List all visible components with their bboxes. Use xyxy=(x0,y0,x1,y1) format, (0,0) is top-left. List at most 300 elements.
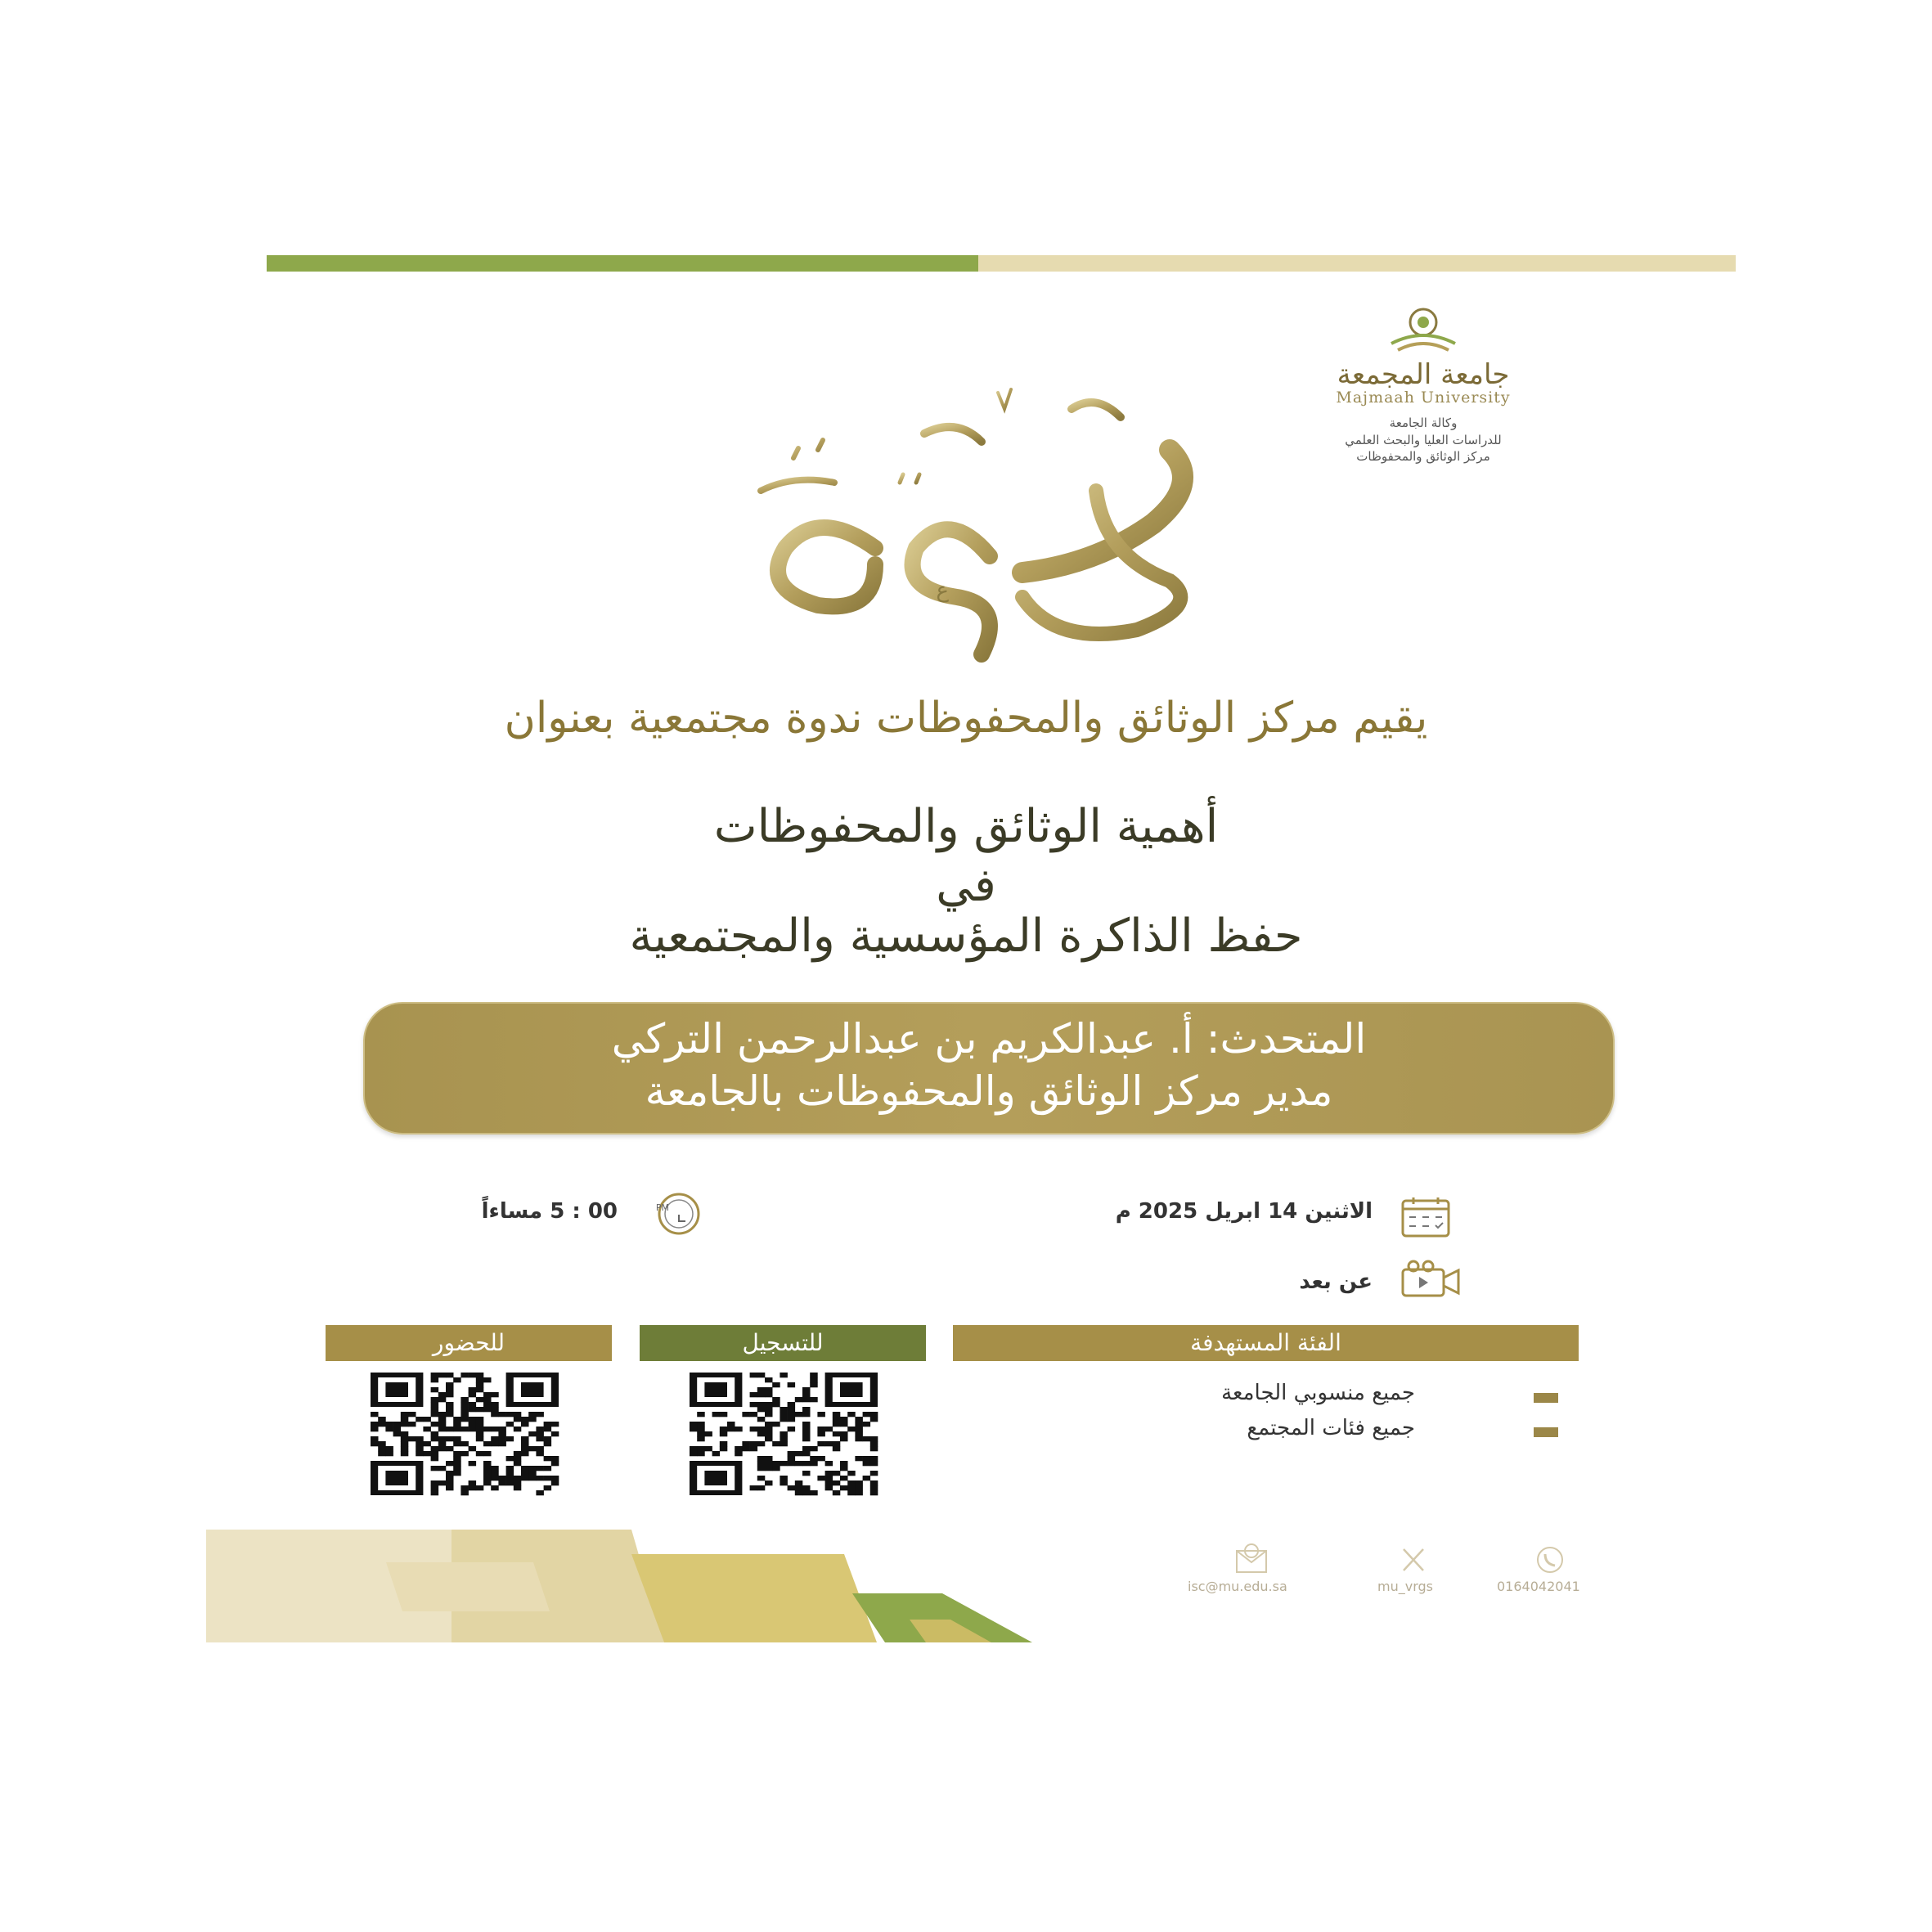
qr-module xyxy=(438,1427,447,1431)
qr-module xyxy=(750,1441,758,1446)
qr-module xyxy=(528,1446,537,1451)
qr-module xyxy=(431,1402,439,1407)
qr-module xyxy=(521,1441,529,1446)
qr-module xyxy=(780,1441,788,1446)
qr-module xyxy=(788,1382,796,1387)
qr-module xyxy=(690,1427,698,1431)
qr-module xyxy=(840,1461,848,1466)
qr-module xyxy=(491,1471,499,1476)
qr-module xyxy=(870,1446,878,1451)
qr-module xyxy=(521,1436,529,1441)
qr-module xyxy=(855,1417,863,1422)
target-item-1: جميع منسوبي الجامعة xyxy=(1221,1381,1415,1405)
qr-module xyxy=(765,1422,773,1427)
qr-module xyxy=(514,1461,522,1466)
qr-module xyxy=(840,1466,848,1471)
qr-module xyxy=(742,1446,750,1451)
qr-module xyxy=(802,1436,811,1441)
qr-module xyxy=(833,1480,841,1485)
qr-module xyxy=(840,1431,848,1436)
qr-module xyxy=(750,1412,758,1417)
qr-module xyxy=(491,1466,499,1471)
qr-module xyxy=(712,1412,721,1417)
qr-module xyxy=(697,1412,705,1417)
contact-x-handle[interactable]: mu_vrgs xyxy=(1377,1579,1433,1594)
qr-module xyxy=(438,1392,447,1397)
qr-module xyxy=(536,1431,544,1436)
speaker-box xyxy=(363,1002,1615,1134)
qr-module xyxy=(431,1431,439,1436)
target-item-2: جميع فئات المجتمع xyxy=(1247,1416,1415,1440)
phone-icon xyxy=(1534,1544,1566,1575)
qr-module xyxy=(757,1427,766,1431)
qr-module xyxy=(720,1431,728,1436)
qr-module xyxy=(780,1373,788,1377)
qr-module xyxy=(825,1471,833,1476)
qr-module xyxy=(423,1451,431,1456)
qr-module xyxy=(870,1412,878,1417)
qr-module xyxy=(551,1476,559,1480)
qr-module xyxy=(483,1466,492,1471)
qr-module xyxy=(795,1461,803,1466)
qr-module xyxy=(795,1397,803,1402)
qr-module xyxy=(536,1446,544,1451)
qr-module xyxy=(750,1402,758,1407)
qr-module xyxy=(855,1490,863,1495)
qr-module xyxy=(438,1412,447,1417)
qr-module xyxy=(385,1427,393,1431)
qr-module xyxy=(757,1456,766,1461)
qr-module xyxy=(514,1412,522,1417)
qr-module xyxy=(825,1480,833,1485)
qr-module xyxy=(870,1417,878,1422)
qr-module xyxy=(765,1466,773,1471)
qr-module xyxy=(461,1427,469,1431)
qr-module xyxy=(446,1392,454,1397)
qr-module xyxy=(483,1451,492,1456)
qr-module xyxy=(795,1412,803,1417)
qr-module xyxy=(476,1373,484,1377)
qr-module xyxy=(385,1382,408,1397)
qr-module xyxy=(491,1402,499,1407)
qr-module xyxy=(453,1422,461,1427)
qr-module xyxy=(544,1427,552,1431)
qr-module xyxy=(825,1427,833,1431)
qr-module xyxy=(371,1427,379,1431)
qr-module xyxy=(483,1476,492,1480)
qr-module xyxy=(847,1485,856,1490)
qr-module xyxy=(416,1417,424,1422)
qr-module xyxy=(408,1436,416,1441)
qr-module xyxy=(438,1397,447,1402)
qr-module xyxy=(870,1480,878,1485)
qr-module xyxy=(720,1427,728,1431)
qr-module xyxy=(408,1412,416,1417)
agency-line-2: للدراسات العليا والبحث العلمي xyxy=(1345,432,1502,447)
qr-module xyxy=(704,1431,712,1436)
qr-module xyxy=(483,1392,492,1397)
qr-module xyxy=(476,1431,484,1436)
qr-module xyxy=(802,1431,811,1436)
qr-module xyxy=(544,1436,552,1441)
qr-module xyxy=(491,1485,499,1490)
clock-icon xyxy=(646,1190,713,1238)
qr-module xyxy=(446,1382,454,1387)
qr-module xyxy=(453,1456,461,1461)
qr-module xyxy=(802,1461,811,1466)
qr-module xyxy=(431,1466,439,1471)
qr-module xyxy=(757,1402,766,1407)
qr-module xyxy=(825,1485,833,1490)
qr-module xyxy=(514,1451,522,1456)
qr-module xyxy=(431,1446,439,1451)
agency-line-3: مركز الوثائق والمحفوظات xyxy=(1356,448,1490,464)
qr-module xyxy=(536,1476,544,1480)
qr-module xyxy=(870,1456,878,1461)
qr-module xyxy=(446,1471,454,1476)
qr-module xyxy=(870,1485,878,1490)
contact-phone[interactable]: 0164042041 xyxy=(1497,1579,1580,1594)
qr-module xyxy=(855,1431,863,1436)
qr-module xyxy=(697,1436,705,1441)
qr-module xyxy=(483,1407,492,1412)
qr-module xyxy=(757,1461,766,1466)
qr-module xyxy=(690,1446,698,1451)
qr-module xyxy=(757,1392,766,1397)
qr-module xyxy=(431,1456,439,1461)
qr-module xyxy=(514,1485,522,1490)
qr-module xyxy=(446,1436,454,1441)
qr-module xyxy=(401,1431,409,1436)
qr-module xyxy=(863,1436,871,1441)
qr-module xyxy=(498,1476,506,1480)
qr-module xyxy=(551,1422,559,1427)
qr-module xyxy=(817,1476,825,1480)
qr-module xyxy=(521,1417,529,1422)
qr-module xyxy=(765,1392,773,1397)
qr-module xyxy=(446,1480,454,1485)
qr-module xyxy=(863,1422,871,1427)
qr-module xyxy=(690,1451,698,1456)
qr-module xyxy=(461,1412,469,1417)
qr-module xyxy=(765,1456,773,1461)
qr-module xyxy=(469,1480,477,1485)
qr-module xyxy=(446,1412,454,1417)
qr-module xyxy=(446,1446,454,1451)
qr-module xyxy=(765,1427,773,1431)
qr-module xyxy=(393,1431,402,1436)
qr-module xyxy=(855,1422,863,1427)
qr-module xyxy=(855,1456,863,1461)
qr-module xyxy=(810,1446,818,1451)
register-header: للتسجيل xyxy=(640,1325,926,1361)
qr-module xyxy=(802,1451,811,1456)
qr-module xyxy=(802,1427,811,1431)
qr-module xyxy=(476,1382,484,1387)
qr-module xyxy=(453,1441,461,1446)
qr-module xyxy=(802,1412,811,1417)
qr-module xyxy=(788,1407,796,1412)
qr-module xyxy=(551,1461,559,1466)
qr-module xyxy=(514,1476,522,1480)
qr-module xyxy=(483,1471,492,1476)
qr-module xyxy=(476,1407,484,1412)
qr-module xyxy=(476,1387,484,1392)
qr-module xyxy=(469,1402,477,1407)
qr-module xyxy=(551,1456,559,1461)
qr-module xyxy=(772,1382,780,1387)
qr-module xyxy=(438,1480,447,1485)
qr-module xyxy=(431,1377,439,1382)
qr-module xyxy=(528,1412,537,1417)
qr-module xyxy=(514,1417,522,1422)
qr-module xyxy=(483,1441,492,1446)
qr-module xyxy=(795,1490,803,1495)
qr-module xyxy=(536,1427,544,1431)
qr-module xyxy=(765,1402,773,1407)
qr-module xyxy=(423,1417,431,1422)
qr-module xyxy=(453,1417,461,1422)
qr-module xyxy=(795,1451,803,1456)
qr-module xyxy=(483,1377,492,1382)
agency-lines xyxy=(1301,415,1546,465)
qr-module xyxy=(788,1456,796,1461)
attend-qr-code[interactable] xyxy=(371,1373,559,1495)
qr-module xyxy=(817,1431,825,1436)
qr-module xyxy=(802,1392,811,1397)
qr-module xyxy=(735,1446,743,1451)
qr-module xyxy=(491,1392,499,1397)
bullet-2 xyxy=(1534,1427,1558,1437)
qr-module xyxy=(446,1461,454,1466)
qr-module xyxy=(765,1480,773,1485)
qr-module xyxy=(469,1407,477,1412)
qr-module xyxy=(757,1417,766,1422)
qr-module xyxy=(863,1412,871,1417)
qr-module xyxy=(536,1466,544,1471)
qr-module xyxy=(536,1451,544,1456)
qr-module xyxy=(498,1480,506,1485)
qr-module xyxy=(788,1412,796,1417)
qr-module xyxy=(802,1446,811,1451)
qr-module xyxy=(810,1397,818,1402)
qr-module xyxy=(378,1422,386,1427)
qr-module xyxy=(780,1436,788,1441)
qr-module xyxy=(765,1436,773,1441)
qr-module xyxy=(544,1441,552,1446)
qr-module xyxy=(476,1377,484,1382)
qr-module xyxy=(469,1427,477,1431)
qr-module xyxy=(453,1461,461,1466)
qr-module xyxy=(847,1471,856,1476)
qr-module xyxy=(690,1422,698,1427)
qr-module xyxy=(757,1476,766,1480)
qr-module xyxy=(780,1412,788,1417)
qr-module xyxy=(514,1456,522,1461)
qr-module xyxy=(521,1446,529,1451)
event-date: الاثنين 14 ابريل 2025 م xyxy=(1115,1199,1373,1224)
qr-module xyxy=(528,1431,537,1436)
qr-module xyxy=(446,1427,454,1431)
qr-module xyxy=(528,1471,537,1476)
event-mode: عن بعد xyxy=(1299,1269,1373,1294)
qr-module xyxy=(483,1480,492,1485)
qr-module xyxy=(544,1466,552,1471)
qr-module xyxy=(431,1490,439,1495)
qr-module xyxy=(461,1407,469,1412)
qr-module xyxy=(506,1471,514,1476)
university-name-en: Majmaah University xyxy=(1336,389,1511,407)
qr-module xyxy=(757,1407,766,1412)
qr-module xyxy=(870,1490,878,1495)
qr-module xyxy=(772,1466,780,1471)
qr-module xyxy=(840,1476,848,1480)
qr-module xyxy=(765,1377,773,1382)
qr-module xyxy=(506,1436,514,1441)
qr-module xyxy=(446,1373,454,1377)
qr-module xyxy=(401,1451,409,1456)
intro-line: يقيم مركز الوثائق والمحفوظات ندوة مجتمعية بعنوان xyxy=(504,694,1428,743)
qr-module xyxy=(446,1485,454,1490)
speaker-name: المتحدث: أ. عبدالكريم بن عبدالرحمن التركي xyxy=(611,1015,1367,1063)
qr-module xyxy=(521,1382,544,1397)
qr-module xyxy=(521,1451,529,1456)
invitation-word: دعوة xyxy=(709,384,712,385)
qr-module xyxy=(431,1485,439,1490)
qr-module xyxy=(825,1461,833,1466)
qr-module xyxy=(551,1431,559,1436)
qr-module xyxy=(401,1412,409,1417)
qr-module xyxy=(780,1407,788,1412)
qr-module xyxy=(528,1476,537,1480)
qr-module xyxy=(469,1373,477,1377)
qr-module xyxy=(408,1422,416,1427)
qr-module xyxy=(742,1412,750,1417)
qr-module xyxy=(461,1451,469,1456)
qr-module xyxy=(498,1427,506,1431)
qr-module xyxy=(401,1422,409,1427)
qr-module xyxy=(802,1490,811,1495)
qr-module xyxy=(371,1441,379,1446)
register-qr-code[interactable] xyxy=(690,1373,878,1495)
qr-module xyxy=(863,1476,871,1480)
qr-module xyxy=(720,1441,728,1446)
qr-module xyxy=(469,1387,477,1392)
qr-module xyxy=(727,1427,735,1431)
qr-module xyxy=(757,1485,766,1490)
qr-module xyxy=(506,1412,514,1417)
qr-module xyxy=(536,1490,544,1495)
qr-module xyxy=(780,1417,788,1422)
stripe-beige xyxy=(978,255,1736,272)
qr-module xyxy=(833,1431,841,1436)
qr-module xyxy=(378,1451,386,1456)
qr-module xyxy=(788,1451,796,1456)
qr-module xyxy=(772,1402,780,1407)
qr-module xyxy=(847,1490,856,1495)
qr-module xyxy=(483,1427,492,1431)
qr-module xyxy=(847,1427,856,1431)
qr-module xyxy=(772,1441,780,1446)
qr-module xyxy=(757,1373,766,1377)
calendar-icon xyxy=(1400,1196,1451,1238)
qr-module xyxy=(810,1377,818,1382)
qr-module xyxy=(506,1456,514,1461)
qr-module xyxy=(514,1427,522,1431)
qr-module xyxy=(757,1387,766,1392)
qr-module xyxy=(704,1446,712,1451)
qr-module xyxy=(498,1441,506,1446)
qr-module xyxy=(870,1441,878,1446)
qr-module xyxy=(491,1436,499,1441)
qr-module xyxy=(788,1402,796,1407)
qr-module xyxy=(461,1441,469,1446)
stripe-green xyxy=(267,255,978,272)
qr-module xyxy=(476,1427,484,1431)
qr-module xyxy=(461,1490,469,1495)
topic-line-2: في xyxy=(936,859,996,912)
qr-module xyxy=(491,1412,499,1417)
university-name-ar: جامعة المجمعة xyxy=(1337,358,1510,391)
qr-module xyxy=(431,1387,439,1392)
qr-module xyxy=(772,1422,780,1427)
qr-module xyxy=(431,1422,439,1427)
qr-module xyxy=(765,1431,773,1436)
qr-module xyxy=(697,1422,705,1427)
x-twitter-icon xyxy=(1399,1546,1428,1574)
qr-module xyxy=(506,1466,514,1471)
qr-module xyxy=(385,1422,393,1427)
qr-module xyxy=(461,1397,469,1402)
qr-module xyxy=(453,1451,461,1456)
qr-module xyxy=(757,1441,766,1446)
qr-module xyxy=(870,1436,878,1441)
qr-module xyxy=(461,1485,469,1490)
qr-module xyxy=(416,1436,424,1441)
qr-module xyxy=(469,1422,477,1427)
qr-module xyxy=(393,1422,402,1427)
qr-module xyxy=(385,1446,393,1451)
qr-module xyxy=(544,1456,552,1461)
qr-module xyxy=(720,1412,728,1417)
qr-module xyxy=(431,1397,439,1402)
qr-module xyxy=(810,1373,818,1377)
qr-module xyxy=(840,1417,848,1422)
emblem-icon xyxy=(1386,303,1460,353)
qr-module xyxy=(416,1441,424,1446)
qr-module xyxy=(742,1441,750,1446)
qr-module xyxy=(712,1451,721,1456)
qr-module xyxy=(833,1417,841,1422)
qr-module xyxy=(393,1427,402,1431)
contact-email[interactable]: isc@mu.edu.sa xyxy=(1188,1579,1287,1594)
qr-module xyxy=(765,1461,773,1466)
qr-module xyxy=(780,1480,788,1485)
qr-module xyxy=(802,1397,811,1402)
target-group-header: الفئة المستهدفة xyxy=(953,1325,1579,1361)
qr-module xyxy=(735,1451,743,1456)
qr-module xyxy=(855,1480,863,1485)
qr-module xyxy=(491,1476,499,1480)
qr-module xyxy=(416,1446,424,1451)
qr-module xyxy=(476,1485,484,1490)
qr-module xyxy=(750,1427,758,1431)
qr-module xyxy=(765,1412,773,1417)
qr-module xyxy=(825,1441,833,1446)
qr-module xyxy=(491,1441,499,1446)
qr-module xyxy=(431,1373,439,1377)
qr-module xyxy=(840,1485,848,1490)
